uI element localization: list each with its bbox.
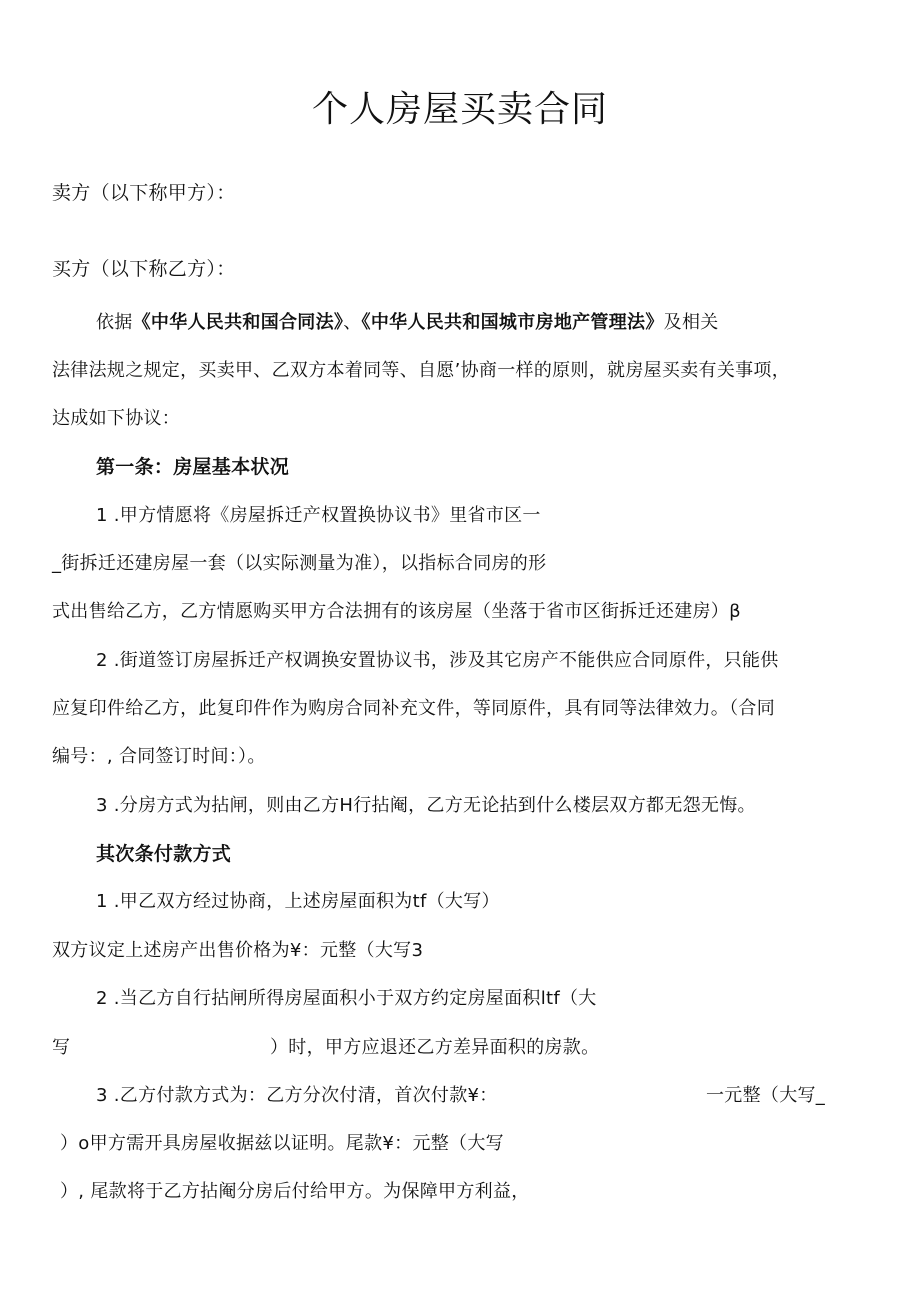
article-2-item-1-line-1: 1 .甲乙双方经过协商，上述房屋面积为tf（大写） bbox=[96, 891, 500, 912]
article-1-item-2-line-2: 应复印件给乙方，此复印件作为购房合同补充文件，等同原件，具有同等法律效力。（合同 bbox=[52, 698, 775, 719]
law-real-estate-title: 《中华人民共和国城市房地产管理法》 bbox=[361, 312, 664, 333]
article-1-item-2-line-3: 编号：, 合同签订时间：）。 bbox=[52, 746, 266, 767]
intro-line-2: 法律法规之规定，买卖甲、乙双方本着同等、自愿’协商一样的原则，就房屋买卖有关事项， bbox=[52, 360, 791, 381]
seller-line: 卖方（以下称甲方）： bbox=[52, 182, 236, 204]
article-1-item-2-line-1: 2 .街道签订房屋拆迁产权调换安置协议书，涉及其它房产不能供应合同原件，只能供 bbox=[96, 650, 779, 671]
article-1-item-1-line-3: 式出售给乙方，乙方情愿购买甲方合法拥有的该房屋（坐落于省市区街拆迁还建房）β bbox=[52, 601, 741, 622]
intro-separator: 、 bbox=[343, 312, 362, 333]
article-2-item-3-line-1b: 一元整（大写_ bbox=[706, 1085, 826, 1106]
article-2-item-3-line-2: ）o甲方需开具房屋收据兹以证明。尾款¥：元整（大写 bbox=[60, 1133, 504, 1154]
article-2-item-2-line-1: 2 .当乙方自行拈闸所得房屋面积小于双方约定房屋面积ltf（大 bbox=[96, 988, 597, 1009]
article-1-item-3-line-1: 3 .分房方式为拈闸，则由乙方H行拈阉，乙方无论拈到什么楼层双方都无怨无悔。 bbox=[96, 795, 756, 816]
intro-line-1 bbox=[96, 312, 719, 334]
article-2-item-2-line-2a: 写 bbox=[52, 1037, 71, 1058]
intro-prefix: 依据 bbox=[96, 312, 133, 333]
intro-line-3: 达成如下协议： bbox=[52, 408, 181, 429]
article-2-item-3-line-1a: 3 .乙方付款方式为：乙方分次付清，首次付款¥： bbox=[96, 1085, 498, 1106]
contract-title: 个人房屋买卖合同 bbox=[311, 89, 608, 130]
law-contract-title: 《中华人民共和国合同法》 bbox=[132, 312, 344, 333]
article-2-item-3-line-3: ）, 尾款将于乙方拈阉分房后付给甲方。为保障甲方利益， bbox=[60, 1181, 530, 1202]
article-1-heading: 第一条：房屋基本状况 bbox=[96, 456, 290, 478]
article-2-item-1-line-2: 双方议定上述房产出售价格为¥：元整（大写3 bbox=[52, 940, 424, 961]
article-2-heading: 其次条付款方式 bbox=[96, 843, 232, 865]
intro-suffix: 及相关 bbox=[663, 312, 719, 333]
article-1-item-1-line-2: _街拆迁还建房屋一套（以实际测量为准），以指标合同房的形 bbox=[52, 553, 547, 574]
buyer-line: 买方（以下称乙方）： bbox=[52, 258, 236, 280]
article-2-item-2-line-2b: ）时，甲方应退还乙方差异面积的房款。 bbox=[270, 1037, 600, 1058]
article-1-item-1-line-1: 1 .甲方情愿将《房屋拆迁产权置换协议书》里省市区一 bbox=[96, 505, 541, 526]
